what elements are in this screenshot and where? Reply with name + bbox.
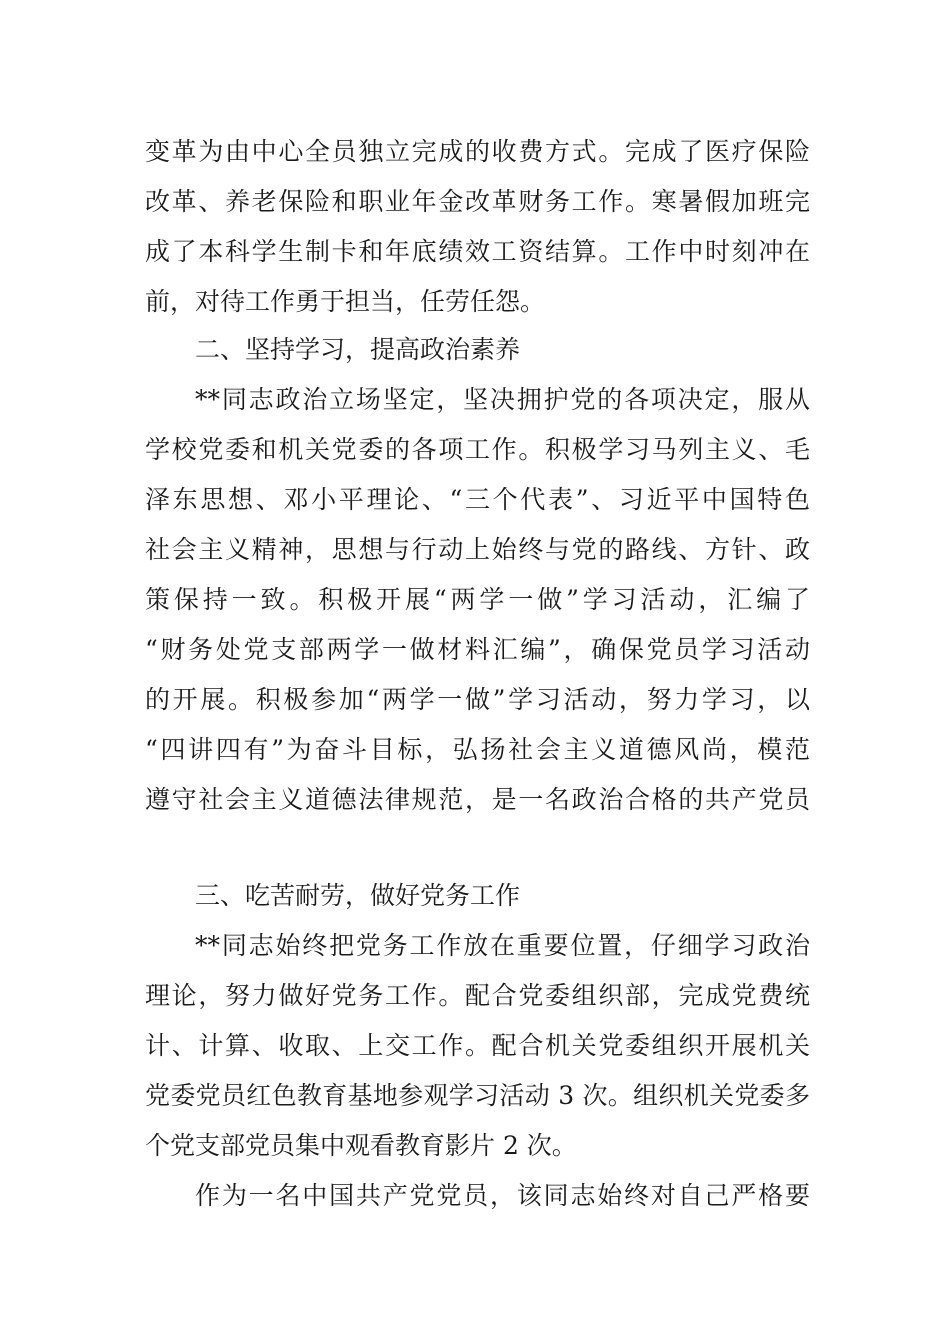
body-text-line: 党委党员红色教育基地参观学习活动 3 次。组织机关党委多 — [145, 1081, 810, 1110]
body-text-line: 前，对待工作勇于担当，任劳任怨。 — [145, 287, 546, 316]
body-text-line: “四讲四有”为奋斗目标，弘扬社会主义道德风尚，模范 — [145, 735, 810, 764]
paragraph-first-line: 作为一名中国共产党党员，该同志始终对自己严格要 — [195, 1181, 810, 1210]
body-text-line: 成了本科学生制卡和年底绩效工资结算。工作中时刻冲在 — [145, 237, 810, 266]
body-text-line: 计、计算、收取、上交工作。配合机关党委组织开展机关 — [145, 1031, 810, 1060]
body-text-line: 策保持一致。积极开展“两学一做”学习活动，汇编了 — [145, 585, 810, 614]
body-text-line: 学校党委和机关党委的各项工作。积极学习马列主义、毛 — [145, 435, 810, 464]
body-text-line: 泽东思想、邓小平理论、“三个代表”、习近平中国特色 — [145, 485, 810, 514]
body-text-line: 社会主义精神，思想与行动上始终与党的路线、方针、政 — [145, 535, 810, 564]
section-heading-3: 三、吃苦耐劳，做好党务工作 — [195, 881, 521, 910]
body-text-line: 遵守社会主义道德法律规范，是一名政治合格的共产党员 — [145, 785, 810, 814]
paragraph-first-line: **同志始终把党务工作放在重要位置，仔细学习政治 — [195, 931, 810, 960]
body-text-line: 理论，努力做好党务工作。配合党委组织部，完成党费统 — [145, 981, 810, 1010]
body-text-line: “财务处党支部两学一做材料汇编”，确保党员学习活动 — [145, 635, 810, 664]
body-text-line: 改革、养老保险和职业年金改革财务工作。寒暑假加班完 — [145, 187, 810, 216]
body-text-line: 的开展。积极参加“两学一做”学习活动，努力学习，以 — [145, 685, 810, 714]
body-text-line: 个党支部党员集中观看教育影片 2 次。 — [145, 1131, 577, 1160]
paragraph-first-line: **同志政治立场坚定，坚决拥护党的各项决定，服从 — [195, 385, 810, 414]
body-text-line: 变革为由中心全员独立完成的收费方式。完成了医疗保险 — [145, 137, 810, 166]
section-heading-2: 二、坚持学习，提高政治素养 — [195, 335, 521, 364]
